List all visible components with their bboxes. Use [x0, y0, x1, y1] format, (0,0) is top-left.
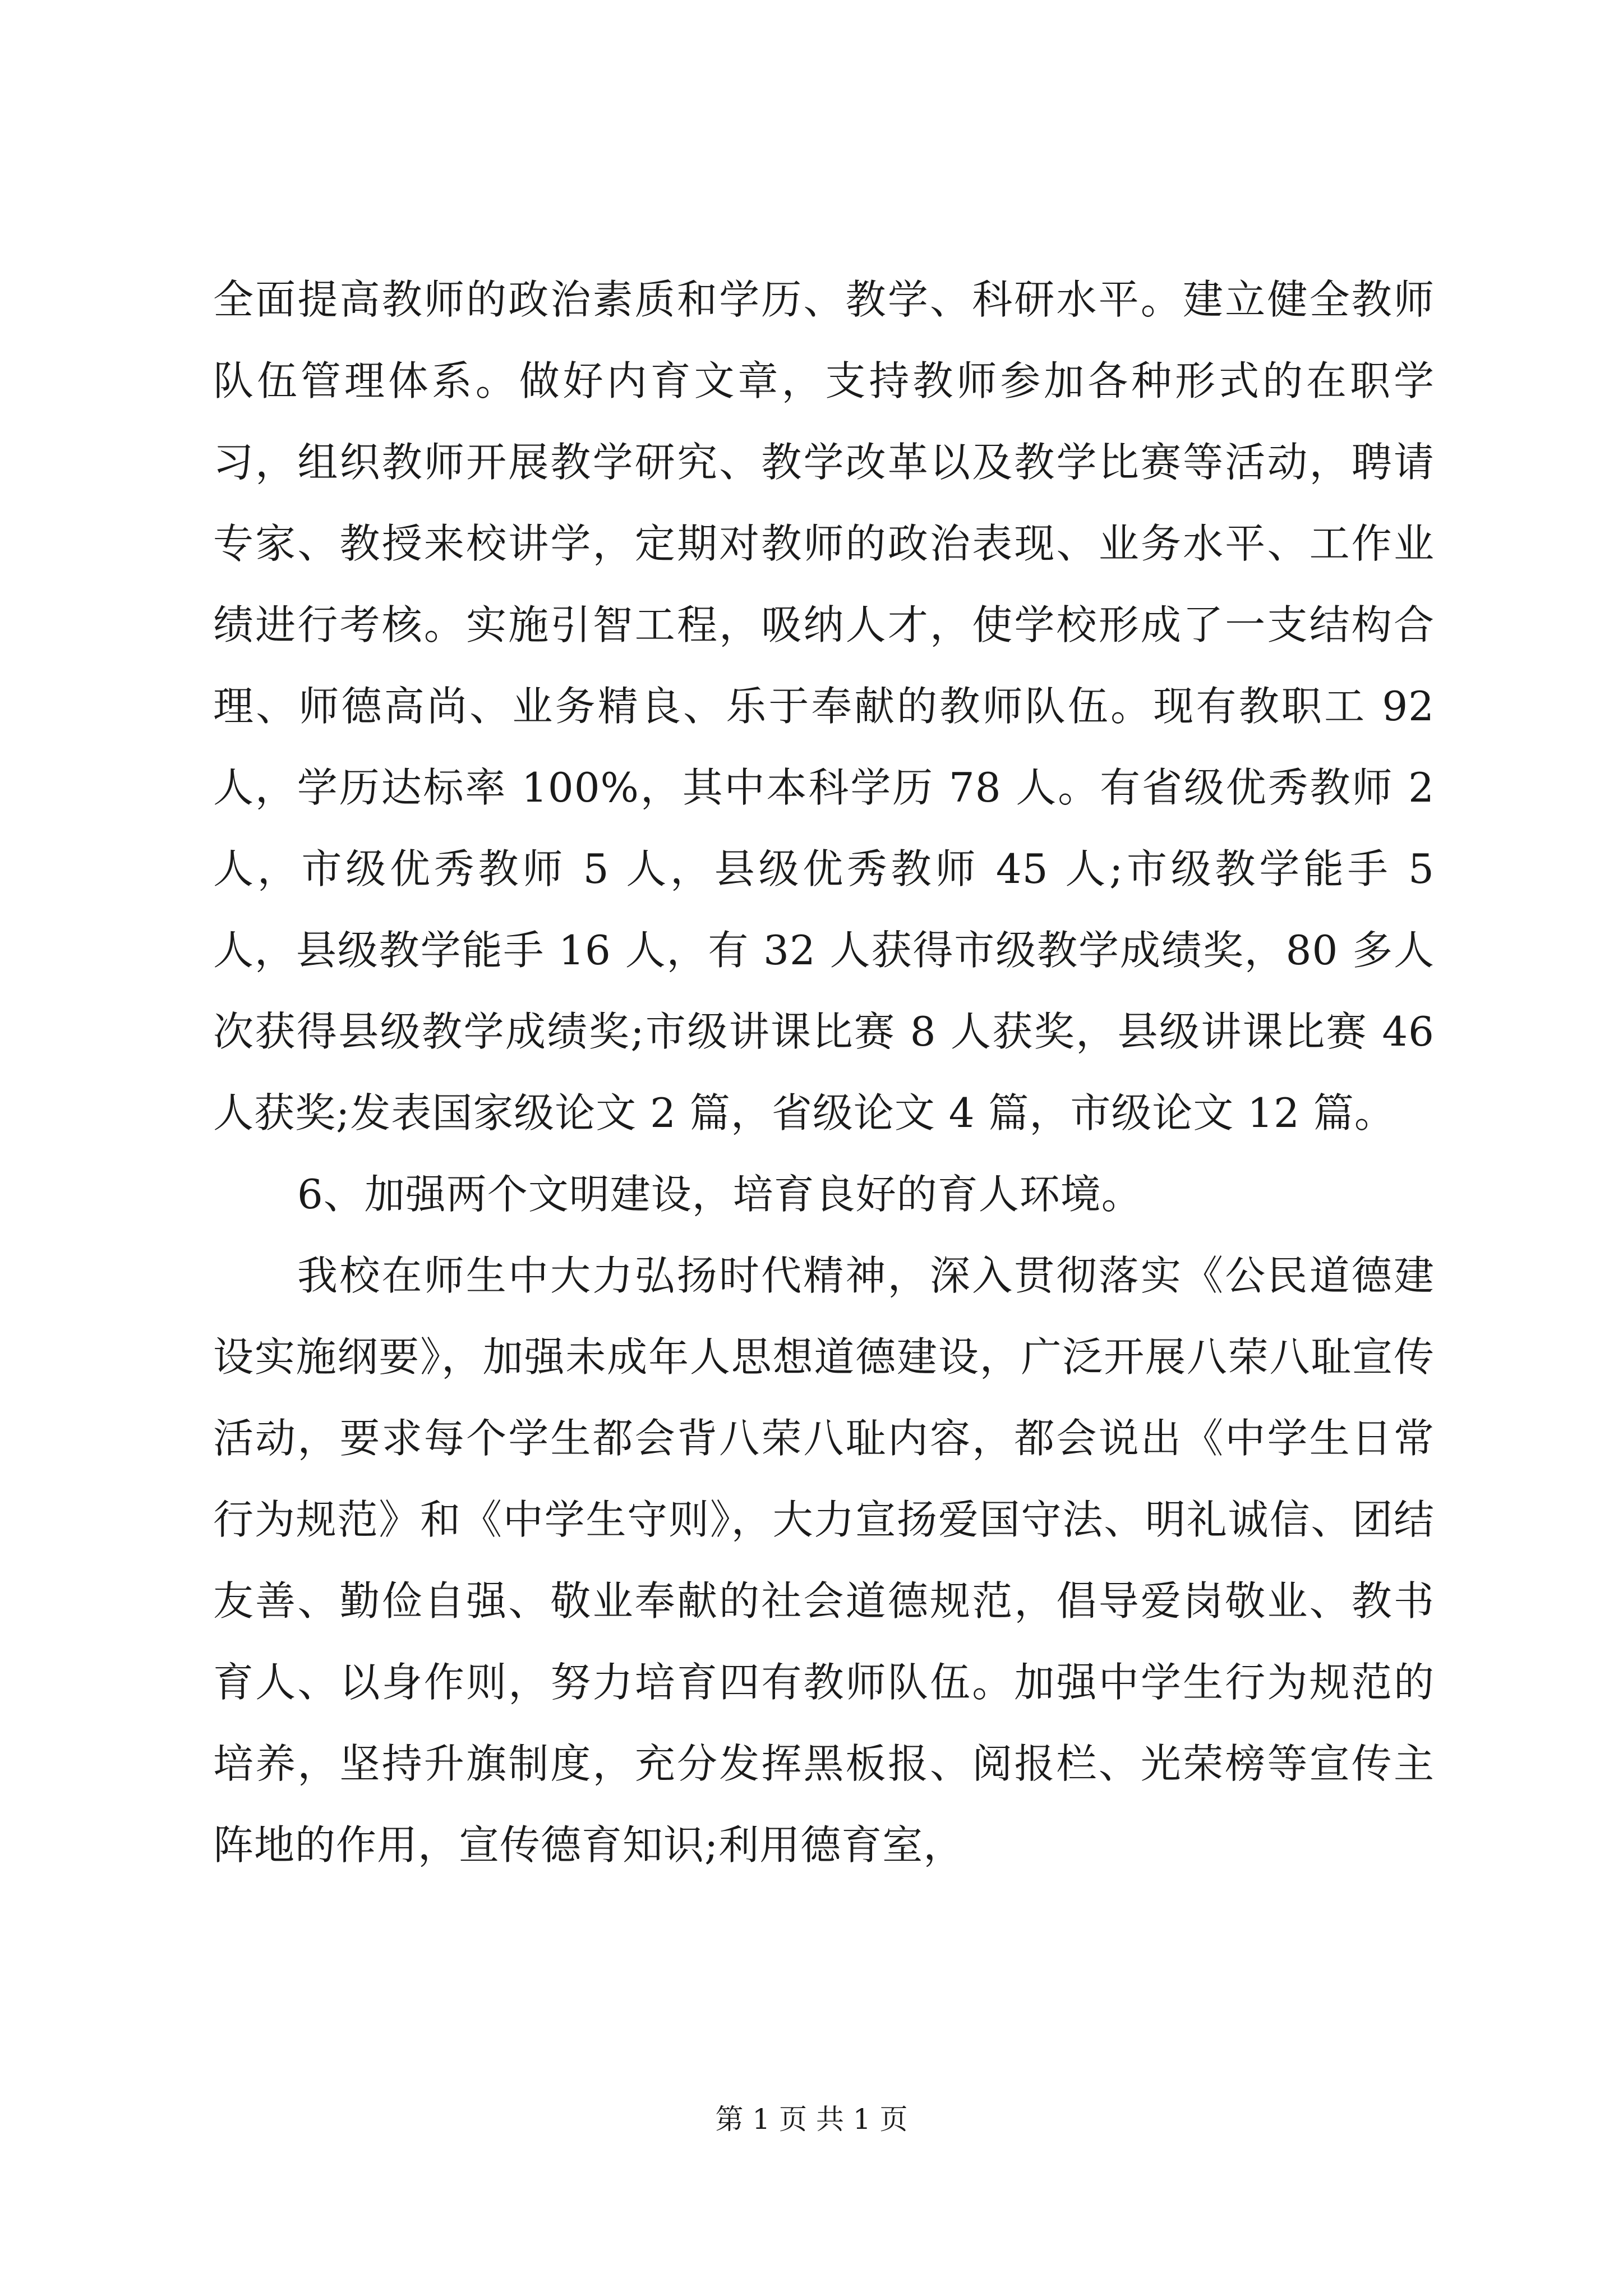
document-body	[213, 259, 1435, 1886]
page-footer: 第 1 页 共 1 页	[715, 2103, 908, 2136]
paragraph-moral-education: 我校在师生中大力弘扬时代精神，深入贯彻落实《公民道德建设实施纲要》，加强未成年人思想道德建设，广泛开展八荣八耻宣传活动，要求每个学生都会背八荣八耻内容，都会说出《中学生日常行为规范》和《中学生守则》，大力宣扬爱国守法、明礼诚信、团结友善、勤俭自强、敬业奉献的社会道德规范，倡导爱岗敬业、教书育人、以身作则，努力培育四有教师队伍。加强中学生行为规范的培养，坚持升旗制度，充分发挥黑板报、阅报栏、光荣榜等宣传主阵地的作用，宣传德育知识;利用德育室，	[213, 1252, 1435, 1869]
paragraph-teacher-team: 全面提高教师的政治素质和学历、教学、科研水平。建立健全教师队伍管理体系。做好内育文章，支持教师参加各种形式的在职学习，组织教师开展教学研究、教学改革以及教学比赛等活动，聘请专家、教授来校讲学，定期对教师的政治表现、业务水平、工作业绩进行考核。实施引智工程，吸纳人才，使学校形成了一支结构合理、师德高尚、业务精良、乐于奉献的教师队伍。现有教职工 92 人，学历达标率 100%，其中本科学历 78 人。有省级优秀教师 2 人，市级优秀教师 5 人，县级优秀教师 45 人;市级教学能手 5 人，县级教学能手 16 人，有 32 人获得市级教学成绩奖，80 多人次获得县级教学成绩奖;市级讲课比赛 8 人获奖，县级讲课比赛 46 人获奖;发表国家级论文 2 篇，省级论文 4 篇，市级论文 12 篇。	[213, 276, 1435, 1137]
section-heading-civilization: 6、加强两个文明建设，培育良好的育人环境。	[297, 1171, 1142, 1218]
